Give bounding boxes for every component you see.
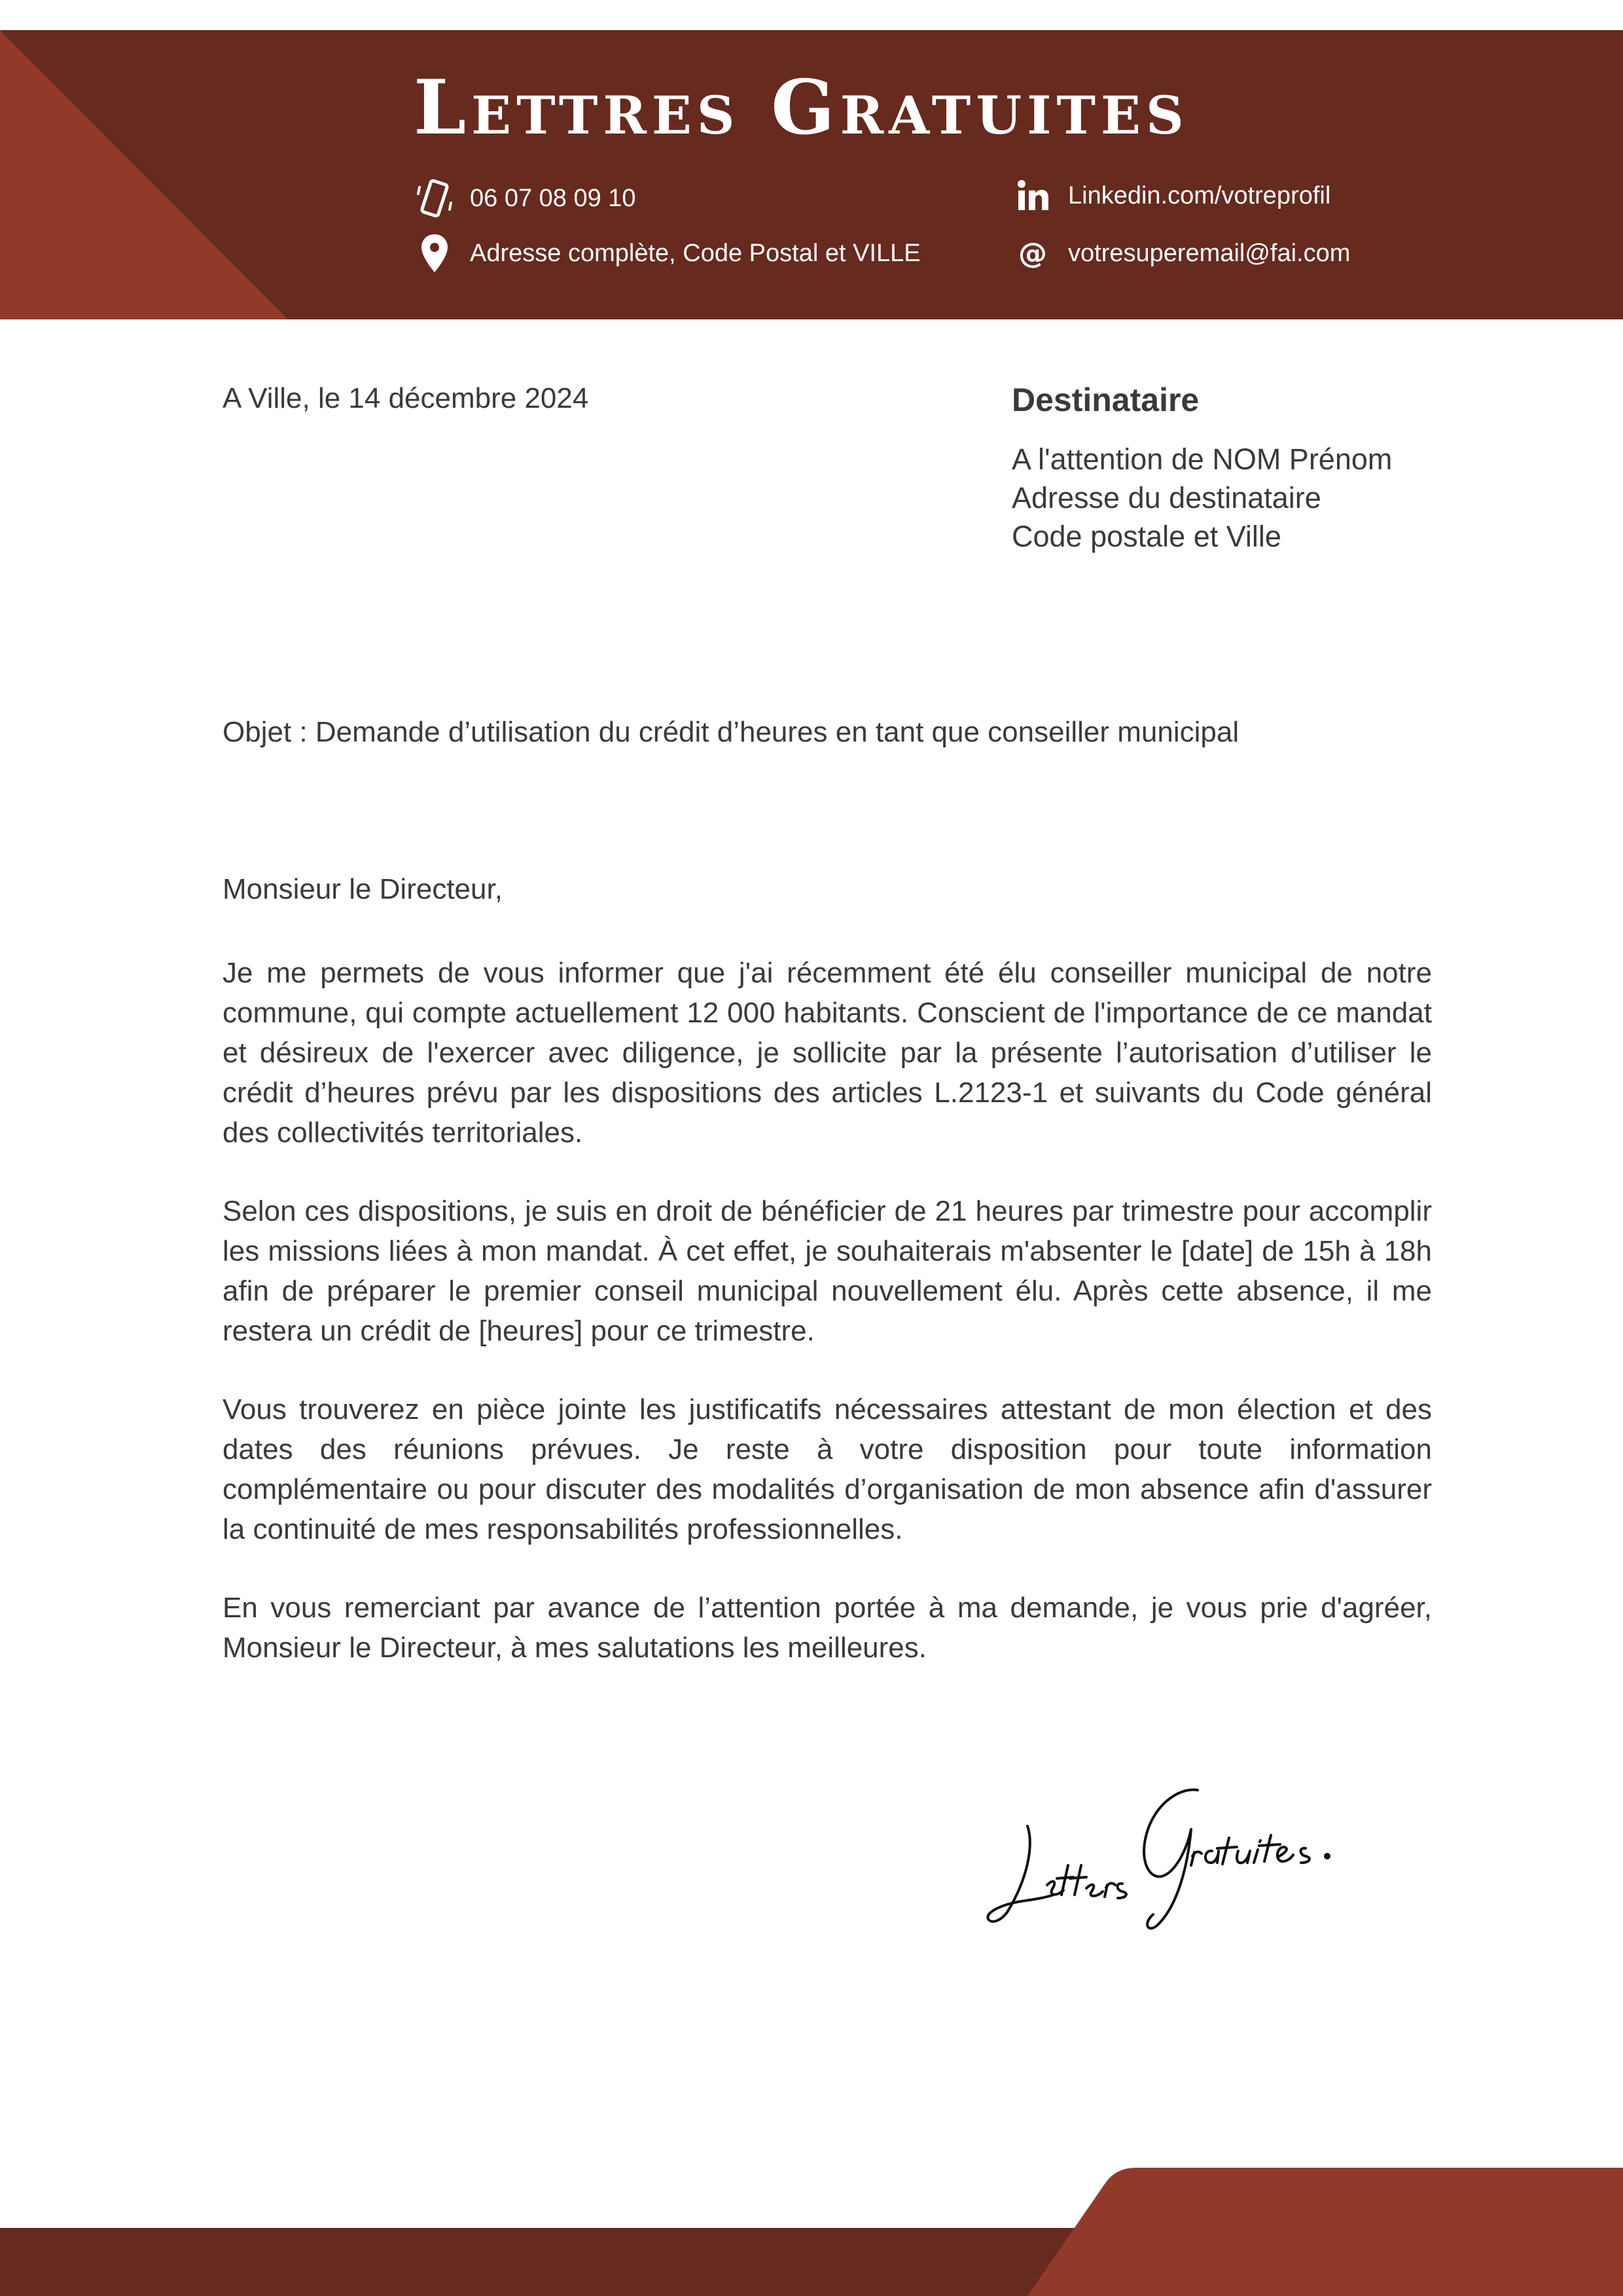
- header-corner-triangle: [0, 30, 288, 319]
- brand-title: Lettres Gratuites: [414, 63, 1189, 151]
- letter-subject: Objet : Demande d’utilisation du crédit d’heures en tant que conseiller municipal: [223, 716, 1240, 748]
- contact-email: [1012, 230, 1350, 276]
- letter-body: [223, 953, 1432, 1706]
- phone-number: 06 07 08 09 10: [470, 184, 636, 212]
- recipient-address-block: [1012, 440, 1392, 556]
- body-paragraph: Selon ces dispositions, je suis en droit de bénéficier de 21 heures par trimestre pour accomplir les missions liées à mon mandat. À cet effet, je souhaiterais m'absenter le [date] de 15h à 18h afin de préparer le premier conseil municipal nouvellement élu. Après cette absence, il me restera un crédit de [heures] pour ce trimestre.: [223, 1195, 1432, 1347]
- body-paragraph: Je me permets de vous informer que j'ai récemment été élu conseiller municipal de notre commune, qui compte actuellement 12 000 habitants. Conscient de l'importance de ce mandat et désireux de l'exercer avec diligence, je sollicite par la présente l’autorisation d’utiliser le crédit d’heures prévu par les dispositions des articles L.2123-1 et suivants du Code général des collectivités territoriales.: [223, 957, 1432, 1149]
- postal-address: Adresse complète, Code Postal et VILLE: [470, 239, 921, 267]
- contact-phone: [414, 175, 636, 221]
- location-pin-icon: [414, 232, 455, 274]
- linkedin-url[interactable]: Linkedin.com/votreprofil: [1068, 181, 1331, 209]
- body-paragraph: En vous remerciant par avance de l’attention portée à ma demande, je vous prie d'agréer, Monsieur le Directeur, à mes salutations les meilleures.: [223, 1592, 1432, 1664]
- letter-greeting: Monsieur le Directeur,: [223, 873, 503, 905]
- recipient-title: Destinataire: [1012, 382, 1200, 418]
- recipient-line: Code postale et Ville: [1012, 520, 1281, 553]
- contact-linkedin: [1012, 173, 1330, 219]
- footer-band: [0, 2160, 1623, 2296]
- linkedin-icon: [1012, 175, 1054, 217]
- phone-icon: [414, 177, 455, 219]
- contact-address: [414, 230, 921, 276]
- recipient-line: A l'attention de NOM Prénom: [1012, 442, 1393, 476]
- at-sign-icon: @: [1018, 236, 1047, 270]
- body-paragraph: Vous trouverez en pièce jointe les justificatifs nécessaires attestant de mon élection et des dates des réunions prévues. Je reste à votre disposition pour toute information complémentaire ou pour discuter des modalités d’organisation de mon absence afin d'assurer la continuité de mes responsabilités professionnelles.: [223, 1393, 1432, 1545]
- handwritten-signature: [982, 1767, 1374, 1937]
- recipient-line: Adresse du destinataire: [1012, 481, 1321, 514]
- email-address[interactable]: votresuperemail@fai.com: [1068, 239, 1351, 267]
- letter-date: A Ville, le 14 décembre 2024: [223, 382, 589, 414]
- header-banner: [0, 30, 1623, 319]
